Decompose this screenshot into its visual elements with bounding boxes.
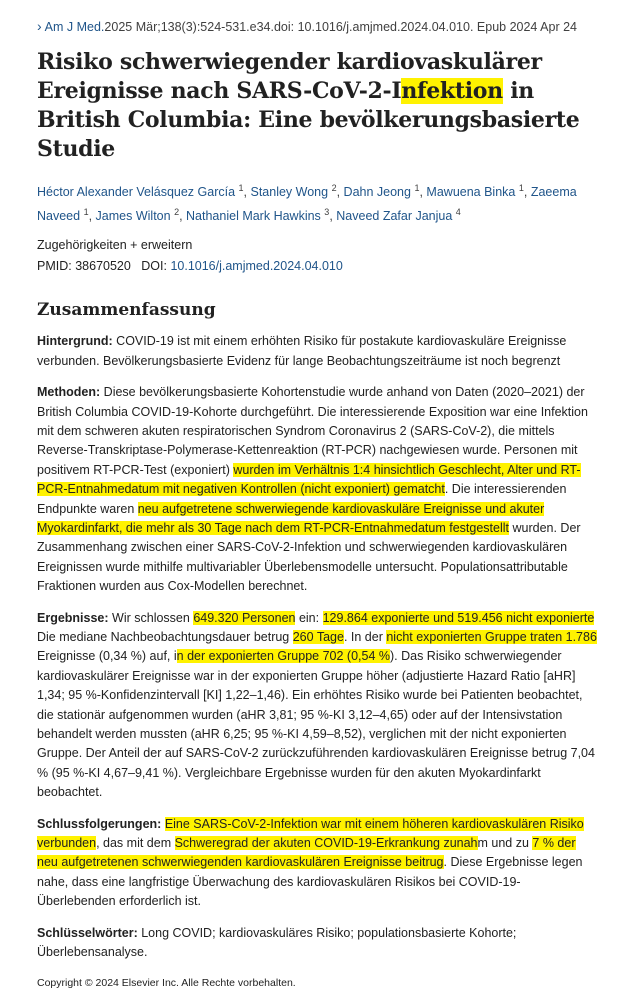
highlight: nicht exponierten Gruppe traten 1.786 <box>386 630 597 644</box>
affiliation-number[interactable]: 1 <box>414 183 420 193</box>
affiliation-number[interactable]: 3 <box>324 207 330 218</box>
affiliation-number[interactable]: 1 <box>238 183 244 193</box>
author-link[interactable]: Stanley Wong <box>250 185 329 200</box>
abstract-results: Ergebnisse: Wir schlossen 649.320 Personen ein: 129.864 exponierte und 519.456 nicht exponierte Die mediane Nachbeobachtungsdauer betrug 260 Tage. In der nicht exponierten Gruppe traten 1.786 Ereignisse (0,34 %) auf, in der exponierten Gruppe 702 (0,54 %). Das Risiko schwerwiegender kardiovaskulärer Ereignisse war in der exponierten Gruppe höher (adjustierte Hazard Ratio [aHR] 1,34; 95 %-Konfidenzintervall [KI] 1,22–1,46). Ein erhöhtes Risiko wurde bei Patienten beobachtet, die stationär aufgenommen wurden (aHR 3,81; 95 %-KI 3,12–4,65) oder auf der Intensivstation behandelt werden mussten (aHR 6,25; 95 %-KI 4,59–8,52), verglichen mit der nicht exponierten Gruppe. Der Anteil der auf SARS-CoV-2 zurückzuführenden kardiovaskulären Ereignisse betrug 7,04 % (95 %-KI 4,67–9,41 %). Vergleichbare Ergebnisse wurden für den akuten Myokardinfarkt beobachtet. <box>37 610 597 800</box>
article-title: Risiko schwerwiegender kardiovaskulärer Ereignisse nach SARS-CoV-2-Infektion in British Columbia: Eine bevölkerungsbasierte Studie <box>37 49 580 162</box>
copyright-notice: Copyright © 2024 Elsevier Inc. Alle Rechte vorbehalten. <box>37 976 296 989</box>
affiliation-number[interactable]: 1 <box>518 183 524 193</box>
journal-link[interactable]: Am J Med. <box>44 20 105 34</box>
author-link[interactable]: Héctor Alexander Velásquez García <box>37 185 236 200</box>
author-link[interactable]: Nathaniel Mark Hawkins <box>186 209 321 224</box>
highlight: 7 % der neu aufgetretenen schwerwiegenden kardiovaskulären Ereignisse beitrug <box>37 836 576 870</box>
expand-button[interactable]: + erweitern <box>130 238 193 253</box>
author-link[interactable]: Zaeema Naveed <box>37 185 577 224</box>
identifiers: PMID: 38670520 DOI: 10.1016/j.amjmed.2024.04.010 <box>37 259 343 274</box>
highlight: wurden im Verhältnis 1:4 hinsichtlich Geschlecht, Alter und RT-PCR-Entnahmedatum mit negativen Kontrollen (nicht exponiert) gematcht <box>37 462 581 497</box>
abstract-conclusions: Schlussfolgerungen: Eine SARS-CoV-2-Infektion war mit einem höheren kardiovaskulären Risiko verbunden, das mit dem Schweregrad der akuten COVID-19-Erkrankung zunahm und zu 7 % der neu aufgetretenen schwerwiegenden kardiovaskulären Ereignisse beitrug. Diese Ergebnisse legen nahe, dass eine langfristige Überwachung des kardiovaskulären Risikos bei COVID-19-Überlebenden erforderlich ist. <box>37 816 584 909</box>
highlight: n der exponierten Gruppe 702 (0,54 % <box>176 649 390 664</box>
highlight: neu aufgetretene schwerwiegende kardiovaskuläre Ereignisse und akuter Myokardinfarkt, die mehr als 30 Tage nach dem RT-PCR-Entnahmedatum festgestellt <box>37 501 545 535</box>
author-link[interactable]: Dahn Jeong <box>343 185 411 200</box>
abstract-methods: Methoden: Diese bevölkerungsbasierte Kohortenstudie wurde anhand von Daten (2020–2021) der British Columbia COVID-19-Kohorte durchgeführt. Die interessierende Exposition war eine Infektion mit dem schweren akuten respiratorischen Syndrom Coronavirus 2 (SARS-CoV-2), die mittels Reverse-Transkriptase-Polymerase-Kettenreaktion (RT-PCR) nachgewiesen wurde. Personen mit positivem RT-PCR-Test (exponiert) wurden im Verhältnis 1:4 hinsichtlich Geschlecht, Alter und RT-PCR-Entnahmedatum mit negativen Kontrollen (nicht exponiert) gematcht. Die interessierenden Endpunkte waren neu aufgetretene schwerwiegende kardiovaskuläre Ereignisse und akuter Myokardinfarkt, die mehr als 30 Tage nach dem RT-PCR-Entnahmedatum festgestellt wurden. Der Zusammenhang zwischen einer SARS-CoV-2-Infektion und schwerwiegenden kardiovaskulären Ereignissen wurde mithilfe multivariabler Überlebensmodelle untersucht. Populationsattributable Fraktionen wurden aus Cox-Modellen berechnet. <box>37 385 588 594</box>
affiliation-number[interactable]: 4 <box>455 207 461 218</box>
citation-details: 2025 Mär;138(3):524-531.e34.doi: 10.1016/j.amjmed.2024.04.010. Epub 2024 Apr 24 <box>104 20 577 34</box>
highlight: nfektion <box>401 78 503 104</box>
citation-line <box>37 18 597 34</box>
highlight: 649.320 Personen <box>193 610 296 625</box>
affiliation-number[interactable]: 2 <box>331 183 337 193</box>
chevron-right-icon[interactable]: › <box>37 18 42 34</box>
highlight: Schweregrad der akuten COVID-19-Erkrankung zunah <box>174 836 478 851</box>
author-link[interactable]: Naveed Zafar Janjua <box>336 209 453 224</box>
abstract-background: Hintergrund: COVID-19 ist mit einem erhöhten Risiko für postakute kardiovaskuläre Ereignisse verbunden. Bevölkerungsbasierte Evidenz für lange Beobachtungszeiträume ist noch begrenzt <box>37 334 567 368</box>
abstract-keywords: Schlüsselwörter: Long COVID; kardiovaskuläres Risiko; populationsbasierte Kohorte; Überlebensanalyse. <box>37 925 517 960</box>
pmid-value: 38670520 <box>75 259 131 274</box>
author-link[interactable]: James Wilton <box>95 209 171 224</box>
author-link[interactable]: Mawuena Binka <box>426 185 516 200</box>
doi-link[interactable]: 10.1016/j.amjmed.2024.04.010 <box>170 259 343 274</box>
highlight: 129.864 exponierte und 519.456 nicht exponierte <box>322 610 595 625</box>
affiliations-toggle[interactable]: Zugehörigkeiten + erweitern <box>37 238 193 253</box>
abstract-heading: Zusammenfassung <box>37 300 216 321</box>
affiliation-number[interactable]: 2 <box>174 207 180 218</box>
author-list: Héctor Alexander Velásquez García $^1$, Stanley Wong $^2$, Dahn Jeong $^1$, Mawuena Binka $^1$, Zaeema Naveed $^1$, James Wilton $^2$, Nathaniel Mark Hawkins $^3$, Naveed Zafar Janjua $^4$ <box>37 183 577 224</box>
highlight: Eine SARS-CoV-2-Infektion war mit einem höheren kardiovaskulären Risiko verbunden <box>37 816 584 851</box>
affiliation-number[interactable]: 1 <box>83 207 89 218</box>
highlight: 260 Tage <box>292 630 344 644</box>
